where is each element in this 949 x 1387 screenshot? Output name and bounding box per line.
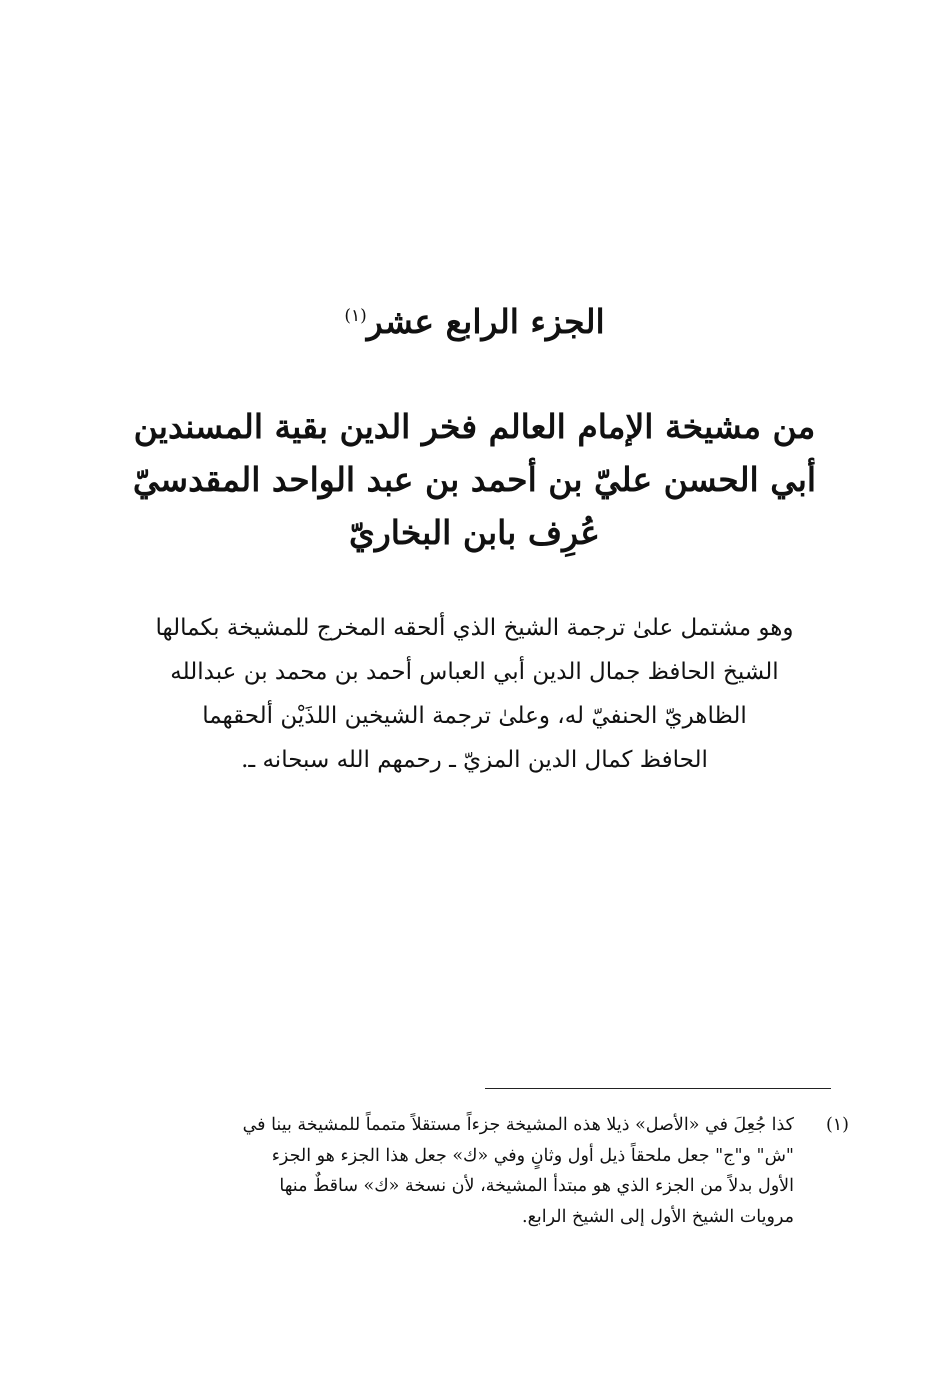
footnote-number: (١) — [825, 1115, 849, 1135]
footnote-line: كذا جُعِلَ في «الأصل» ذيلا هذه المشيخة جزءاً مستقلاً متمماً للمشيخة بينا في — [242, 1115, 794, 1135]
part-title — [0, 296, 949, 348]
footnote-separator — [485, 1088, 831, 1089]
intro-line: الشيخ الحافظ جمال الدين أبي العباس أحمد بن محمد بن عبدالله — [170, 659, 779, 685]
book-title-line: أبي الحسن عليّ بن أحمد بن عبد الواحد المقدسيّ — [132, 460, 817, 499]
book-title — [60, 400, 889, 559]
book-title-line: عُرِف بابن البخاريّ — [349, 513, 600, 552]
footnote-line: الأول بدلاً من الجزء الذي هو مبتدأ المشيخة، لأن نسخة «ك» ساقطٌ منها — [279, 1176, 794, 1196]
footnote-line: "ش" و"ج" جعل ملحقاً ذيل أول وثانٍ وفي «ك» جعل هذا الجزء هو الجزء — [271, 1145, 794, 1166]
footnote-reference-mark: (١) — [344, 306, 367, 326]
book-title-line: من مشيخة الإمام العالم فخر الدين بقية المسندين — [133, 407, 816, 446]
intro-paragraph — [100, 606, 849, 782]
footnote-body — [112, 1110, 794, 1232]
footnote-line: مرويات الشيخ الأول إلى الشيخ الرابع. — [522, 1206, 794, 1227]
intro-line: وهو مشتمل علىٰ ترجمة الشيخ الذي ألحقه المخرج للمشيخة بكمالها — [155, 615, 794, 641]
intro-line: الظاهريّ الحنفيّ له، وعلىٰ ترجمة الشيخين اللذَيْن ألحقهما — [202, 703, 747, 729]
intro-line: الحافظ كمال الدين المزيّ ـ رحمهم الله سبحانه ـ. — [241, 747, 708, 773]
part-title-text: الجزء الرابع عشر — [366, 302, 605, 341]
